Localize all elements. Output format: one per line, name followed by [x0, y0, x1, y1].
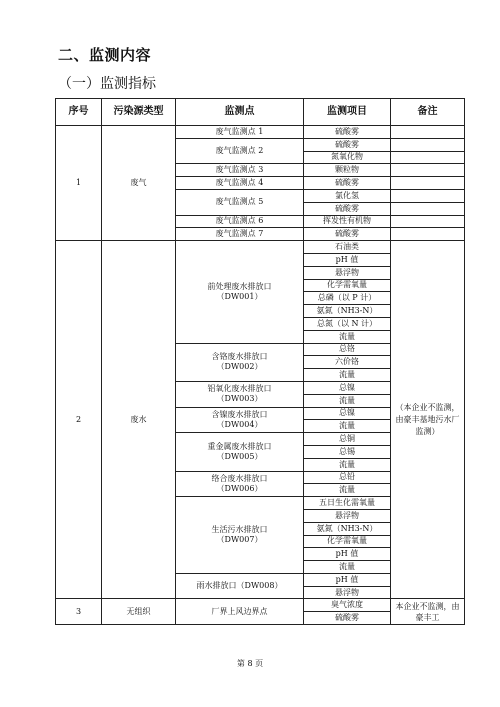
- cell-point: 厂界上风边界点: [176, 599, 304, 625]
- cell-item: 总磷（以 P 计）: [304, 292, 391, 305]
- cell-item: 悬浮物: [304, 509, 391, 522]
- cell-point: 废气监测点 2: [176, 138, 304, 164]
- cell-item: pH 值: [304, 573, 391, 586]
- cell-item: 总氮（以 N 计）: [304, 317, 391, 330]
- cell-point: 废气监测点 5: [176, 189, 304, 215]
- cell-note: [391, 177, 465, 190]
- cell-item: 总锡: [304, 445, 391, 458]
- cell-no: 2: [56, 241, 102, 599]
- subsection-title: （一）监测指标: [58, 76, 156, 92]
- cell-item: 五日生化需氧量: [304, 497, 391, 510]
- cell-item: 硫酸雾: [304, 177, 391, 190]
- cell-note: （本企业不监测，由豪丰基地污水厂监测）: [391, 241, 465, 599]
- table-row: [56, 241, 465, 254]
- cell-item: 挥发性有机物: [304, 215, 391, 228]
- cell-item: 氨氮（NH3-N）: [304, 305, 391, 318]
- cell-item: 臭气浓度: [304, 599, 391, 612]
- header-type: 污染源类型: [102, 99, 176, 126]
- header-item: 监测项目: [304, 99, 391, 126]
- cell-note: [391, 215, 465, 228]
- cell-no: 3: [56, 599, 102, 625]
- cell-point: 废气监测点 7: [176, 228, 304, 241]
- cell-note: 本企业不监测，由豪丰工: [391, 599, 465, 625]
- cell-item: 流量: [304, 394, 391, 407]
- cell-item: 化学需氧量: [304, 279, 391, 292]
- monitoring-table: [55, 98, 465, 625]
- cell-item: 流量: [304, 458, 391, 471]
- section-title: 二、监测内容: [58, 46, 152, 64]
- cell-point: 含铬废水排放口 （DW002）: [176, 343, 304, 381]
- header-note: 备注: [391, 99, 465, 126]
- cell-point: 生活污水排放口 （DW007）: [176, 497, 304, 574]
- cell-item: 流量: [304, 369, 391, 382]
- cell-item: 石油类: [304, 241, 391, 254]
- cell-item: 硫酸雾: [304, 612, 391, 625]
- table-header-row: [56, 99, 465, 126]
- cell-type: 废气: [102, 126, 176, 241]
- cell-point: 废气监测点 6: [176, 215, 304, 228]
- cell-item: 流量: [304, 484, 391, 497]
- cell-note: [391, 126, 465, 139]
- cell-item: 硫酸雾: [304, 126, 391, 139]
- cell-no: 1: [56, 126, 102, 241]
- cell-note: [391, 189, 465, 202]
- table-row: [56, 599, 465, 612]
- cell-point: 络合废水排放口 （DW006）: [176, 471, 304, 497]
- cell-point: 废气监测点 1: [176, 126, 304, 139]
- cell-item: 流量: [304, 330, 391, 343]
- cell-item: pH 值: [304, 548, 391, 561]
- cell-item: 总铬: [304, 343, 391, 356]
- cell-item: 氯化氢: [304, 189, 391, 202]
- cell-item: 六价铬: [304, 356, 391, 369]
- table-row: [56, 126, 465, 139]
- cell-point: 废气监测点 4: [176, 177, 304, 190]
- cell-item: 流量: [304, 561, 391, 574]
- cell-note: [391, 138, 465, 151]
- cell-item: 悬浮物: [304, 586, 391, 599]
- cell-point: 铝氧化废水排放口 （DW003）: [176, 381, 304, 407]
- cell-note: [391, 164, 465, 177]
- cell-item: 流量: [304, 420, 391, 433]
- cell-type: 无组织: [102, 599, 176, 625]
- cell-note: [391, 151, 465, 164]
- cell-point: 雨水排放口（DW008）: [176, 573, 304, 599]
- cell-point: 前处理废水排放口 （DW001）: [176, 241, 304, 343]
- cell-point: 含镍废水排放口 （DW004）: [176, 407, 304, 433]
- cell-note: [391, 202, 465, 215]
- cell-item: 悬浮物: [304, 266, 391, 279]
- page-number: 第 8 页: [236, 659, 264, 668]
- cell-item: 硫酸雾: [304, 138, 391, 151]
- cell-item: 颗粒物: [304, 164, 391, 177]
- cell-item: 硫酸雾: [304, 228, 391, 241]
- cell-item: 氮氧化物: [304, 151, 391, 164]
- cell-point: 重金属废水排放口 （DW005）: [176, 433, 304, 471]
- cell-item: 化学需氧量: [304, 535, 391, 548]
- header-no: 序号: [56, 99, 102, 126]
- header-point: 监测点: [176, 99, 304, 126]
- cell-item: 总镍: [304, 381, 391, 394]
- cell-item: 总铜: [304, 433, 391, 446]
- cell-item: 总铅: [304, 471, 391, 484]
- cell-item: 氨氮（NH3-N）: [304, 522, 391, 535]
- cell-point: 废气监测点 3: [176, 164, 304, 177]
- cell-type: 废水: [102, 241, 176, 599]
- cell-item: 总镍: [304, 407, 391, 420]
- cell-item: pH 值: [304, 253, 391, 266]
- cell-note: [391, 228, 465, 241]
- cell-item: 硫酸雾: [304, 202, 391, 215]
